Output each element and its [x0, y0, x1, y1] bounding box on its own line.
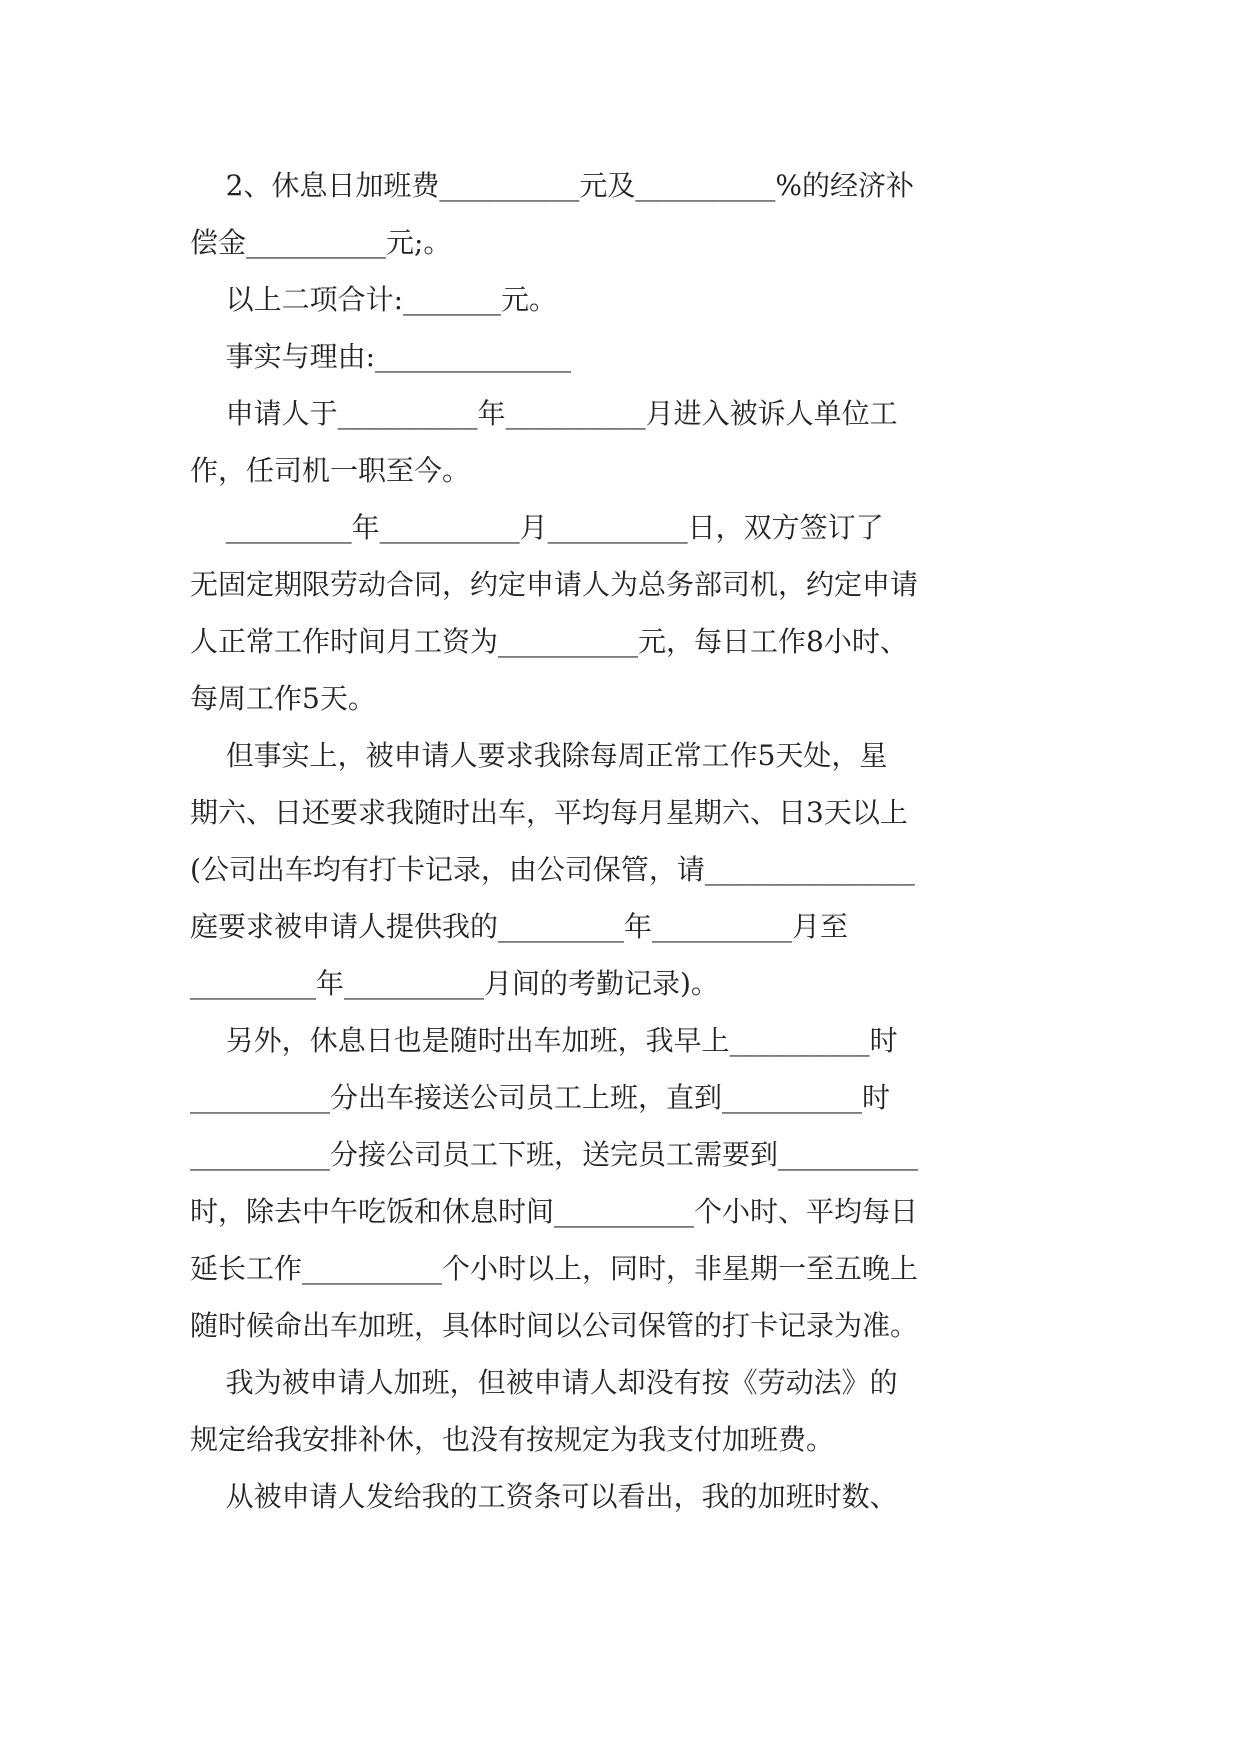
paragraph-line: (公司出车均有打卡记录，由公司保管，请_______________ [190, 853, 915, 886]
paragraph-line: 时，除去中午吃饭和休息时间__________个小时、平均每日 [190, 1195, 919, 1228]
paragraph-line: 偿金__________元;。 [190, 226, 452, 259]
paragraph-line: 但事实上，被申请人要求我除每周正常工作5天处，星 [190, 739, 888, 772]
paragraph-line: 以上二项合计:_______元。 [190, 283, 558, 316]
paragraph-line: 期六、日还要求我随时出车，平均每月星期六、日3天以上 [190, 796, 908, 829]
paragraph-line: 每周工作5天。 [190, 682, 376, 715]
paragraph-line: _________年__________月__________日，双方签订了 [190, 511, 884, 544]
paragraph-line: 延长工作__________个小时以上，同时，非星期一至五晚上 [190, 1252, 919, 1285]
paragraph-line: __________分出车接送公司员工上班，直到__________时 [190, 1081, 891, 1114]
paragraph-line: 事实与理由:______________ [190, 340, 572, 373]
paragraph-line: 我为被申请人加班，但被申请人却没有按《劳动法》的 [190, 1366, 898, 1399]
paragraph-line: 规定给我安排补休，也没有按规定为我支付加班费。 [190, 1423, 835, 1456]
paragraph-line: 庭要求被申请人提供我的_________年__________月至 [190, 910, 849, 943]
paragraph-line: __________分接公司员工下班，送完员工需要到__________ [190, 1138, 919, 1171]
paragraph-line: 另外，休息日也是随时出车加班，我早上__________时 [190, 1024, 898, 1057]
paragraph-line: 申请人于__________年__________月进入被诉人单位工 [190, 397, 898, 430]
paragraph-line: 无固定期限劳动合同，约定申请人为总务部司机，约定申请 [190, 568, 919, 601]
paragraph-line: 人正常工作时间月工资为__________元，每日工作8小时、 [190, 625, 908, 658]
paragraph-line: 从被申请人发给我的工资条可以看出，我的加班时数、 [190, 1480, 898, 1513]
paragraph-line: 2、休息日加班费__________元及__________%的经济补 [190, 169, 915, 202]
paragraph-line: _________年__________月间的考勤记录)。 [190, 967, 719, 1000]
paragraph-line: 随时候命出车加班，具体时间以公司保管的打卡记录为准。 [190, 1309, 919, 1342]
paragraph-line: 作，任司机一职至今。 [190, 454, 471, 487]
